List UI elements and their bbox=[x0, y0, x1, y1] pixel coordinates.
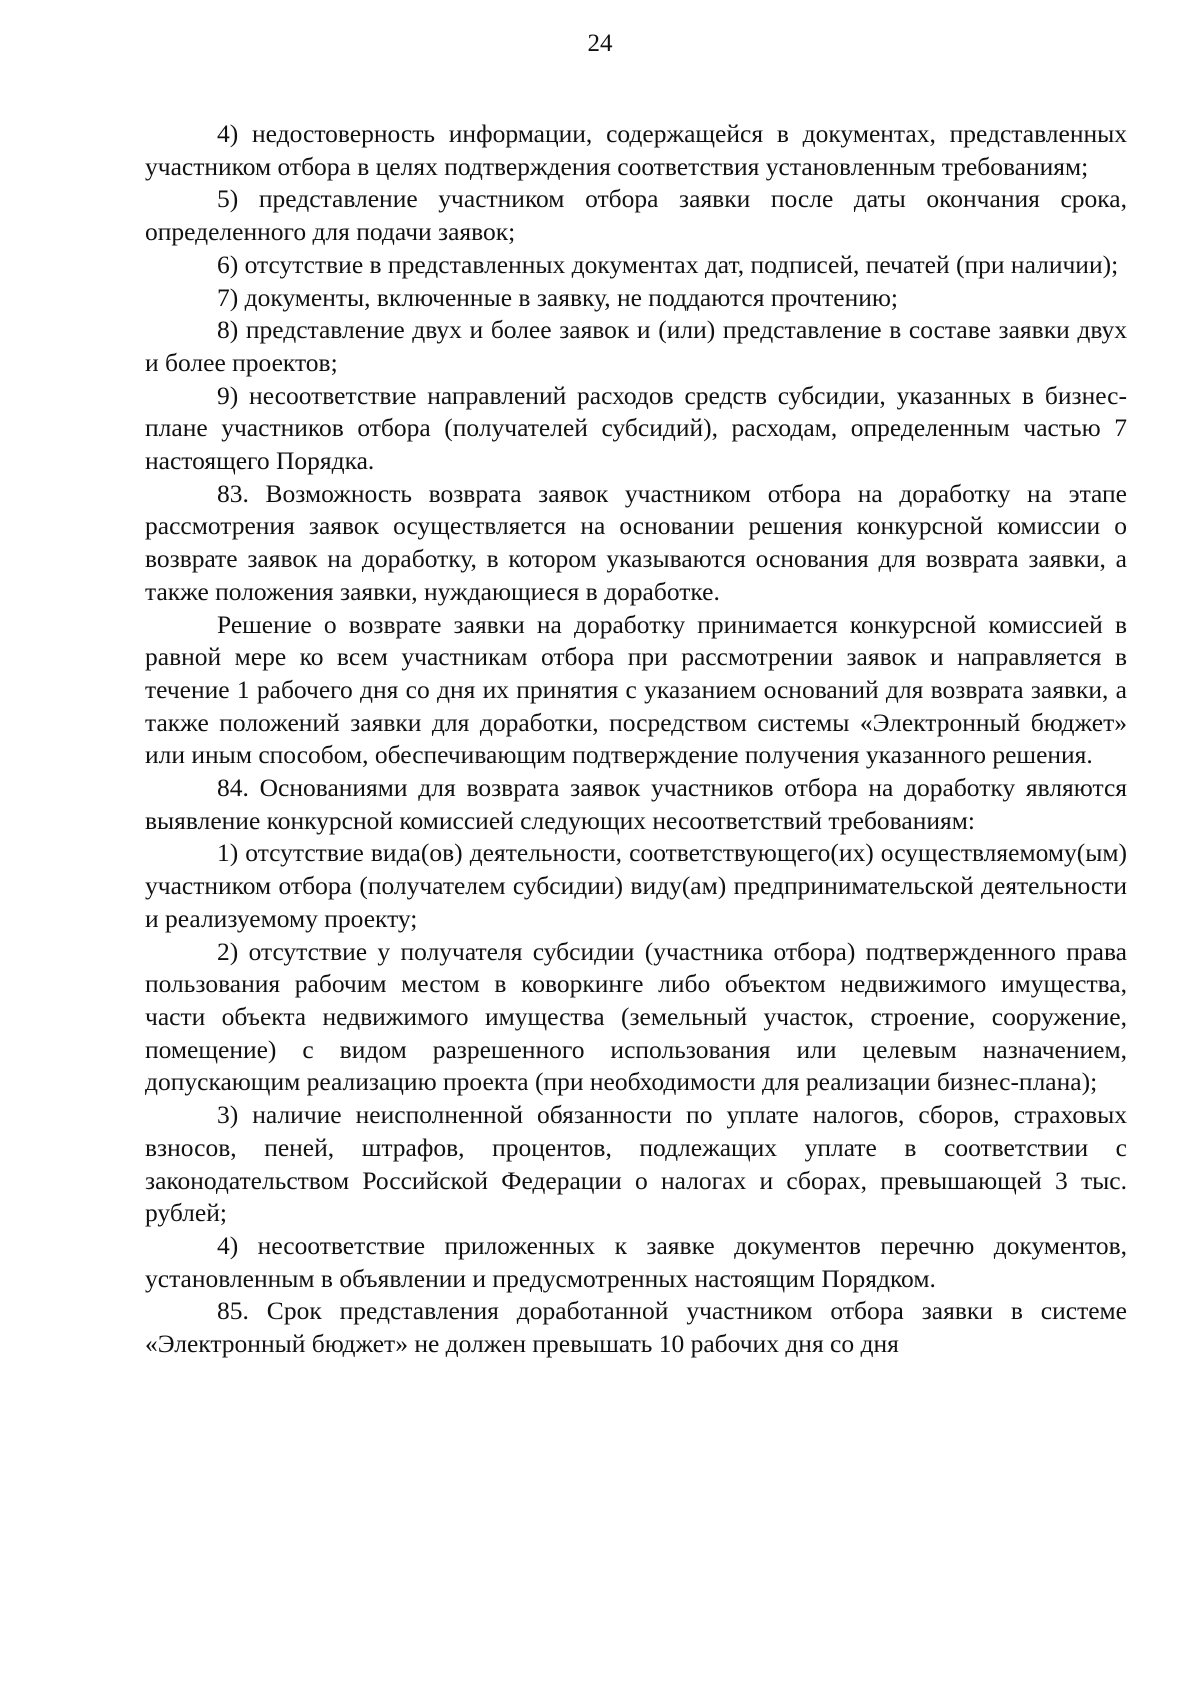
document-body bbox=[145, 118, 1127, 1361]
paragraph-clause-83: 83. Возможность возврата заявок участником отбора на доработку на этапе рассмотрения заявок осуществляется на основании решения конкурсной комиссии о возврате заявок на доработку, в котором указываются основания для возврата заявки, а также положения заявки, нуждающиеся в доработке. bbox=[145, 478, 1127, 606]
paragraph-item-5-late-submission: 5) представление участником отбора заявки после даты окончания срока, определенного для подачи заявок; bbox=[145, 184, 1127, 247]
paragraph-item-1-activity-missing: 1) отсутствие вида(ов) деятельности, соответствующего(их) осуществляемому(ым) участником отбора (получателем субсидии) виду(ам) предпринимательской деятельности и реализуемому проекту; bbox=[145, 838, 1127, 933]
paragraph-item-2-usage-rights: 2) отсутствие у получателя субсидии (участника отбора) подтвержденного права пользования рабочим местом в коворкинге либо объектом недвижимого имущества, части объекта недвижимого имущества (земельный участок, строение, сооружение, помещение) с видом разрешенного использования или целевым назначением, допускающим реализацию проекта (при необходимости для реализации бизнес-плана); bbox=[145, 936, 1127, 1097]
paragraph-item-9-expense-mismatch: 9) несоответствие направлений расходов средств субсидии, указанных в бизнес-плане участников отбора (получателей субсидий), расходам, определенным частью 7 настоящего Порядка. bbox=[145, 380, 1127, 476]
paragraph-item-3-tax-debt: 3) наличие неисполненной обязанности по уплате налогов, сборов, страховых взносов, пеней, штрафов, процентов, подлежащих уплате в соответствии с законодательством Российской Федерации о налогах и сборах, превышающей 3 тыс. рублей; bbox=[145, 1100, 1127, 1228]
paragraph-item-8-multiple-applications: 8) представление двух и более заявок и (или) представление в составе заявки двух и более проектов; bbox=[145, 315, 1127, 377]
paragraph-item-7-unreadable-docs: 7) документы, включенные в заявку, не поддаются прочтению; bbox=[217, 282, 899, 312]
paragraph-clause-85: 85. Срок представления доработанной участником отбора заявки в системе «Электронный бюджет» не должен превышать 10 рабочих дня со дня bbox=[145, 1296, 1127, 1359]
page-number: 24 bbox=[587, 30, 613, 57]
paragraph-clause-84: 84. Основаниями для возврата заявок участников отбора на доработку являются выявление конкурсной комиссией следующих несоответствий требованиям: bbox=[145, 773, 1127, 835]
paragraph-item-4-unreliable-info: 4) недостоверность информации, содержащейся в документах, представленных участником отбора в целях подтверждения соответствия установленным требованиям; bbox=[145, 119, 1127, 181]
paragraph-item-6-missing-details: 6) отсутствие в представленных документах дат, подписей, печатей (при наличии); bbox=[217, 249, 1119, 279]
paragraph-item-4-document-mismatch: 4) несоответствие приложенных к заявке документов перечню документов, установленным в объявлении и предусмотренных настоящим Порядком. bbox=[145, 1230, 1127, 1293]
paragraph-return-decision: Решение о возврате заявки на доработку принимается конкурсной комиссией в равной мере ко всем участникам отбора при рассмотрении заявок и направляется в течение 1 рабочего дня со дня их принятия с указанием оснований для возврата заявки, а также положений заявки для доработки, посредством системы «Электронный бюджет» или иным способом, обеспечивающим подтверждение получения указанного решения. bbox=[145, 609, 1127, 770]
